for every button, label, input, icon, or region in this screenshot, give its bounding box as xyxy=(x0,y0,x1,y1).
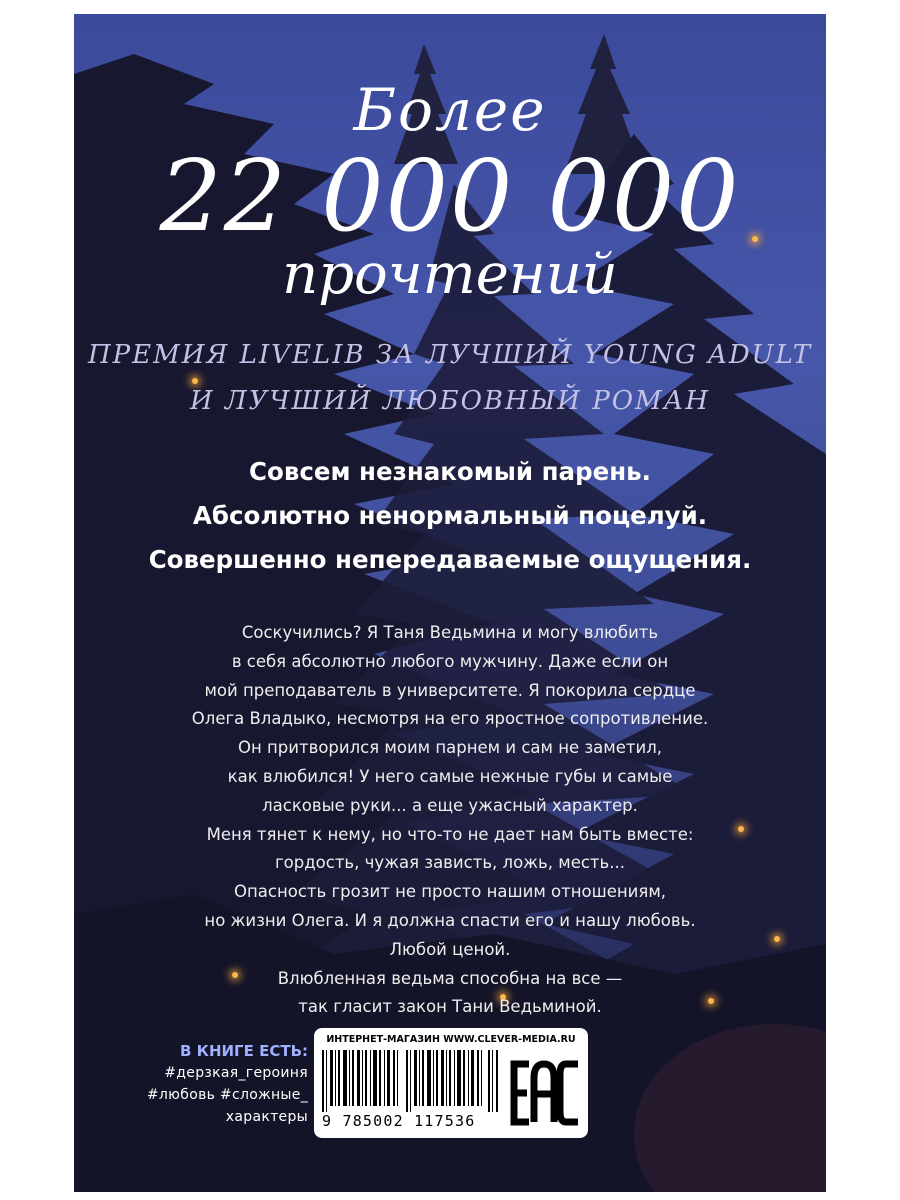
eac-certification-icon xyxy=(510,1058,582,1128)
blurb-line: как влюбился! У него самые нежные губы и самые xyxy=(227,766,673,786)
blurb-line: в себя абсолютно любого мужчину. Даже если он xyxy=(231,651,669,671)
tagline-line: Совсем незнакомый парень. xyxy=(249,457,651,486)
blurb-line: но жизни Олега. И я должна спасти его и нашу любовь. xyxy=(204,910,696,930)
hashtag-line: #дерзкая_героиня xyxy=(164,1065,308,1081)
blurb-line: так гласит закон Тани Ведьминой. xyxy=(298,997,602,1017)
hashtag-line: характеры xyxy=(225,1109,308,1125)
book-blurb xyxy=(74,619,826,1022)
in-book-tags xyxy=(96,1040,308,1128)
shop-label: ИНТЕРНЕТ-МАГАЗИН WWW.CLEVER-MEDIA.RU xyxy=(326,1034,576,1045)
tagline-line: Абсолютно ненормальный поцелуй. xyxy=(192,501,708,530)
blurb-line: ласковые руки... а еще ужасный характер. xyxy=(262,795,638,815)
blurb-line: мой преподаватель в университете. Я покорила сердце xyxy=(204,680,696,700)
blurb-line: гордость, чужая зависть, ложь, месть... xyxy=(275,853,625,873)
blurb-line: Опасность грозит не просто нашим отношениям, xyxy=(233,882,667,902)
hashtag-line: #любовь #сложные_ xyxy=(146,1087,308,1103)
headline-prefix: Более xyxy=(353,76,547,144)
blurb-line: Любой ценой. xyxy=(389,939,511,959)
blurb-line: Меня тянет к нему, но что-то не дает нам быть вместе: xyxy=(206,824,694,844)
tagline xyxy=(74,450,826,582)
tagline-line: Совершенно непередаваемые ощущения. xyxy=(148,545,752,574)
blurb-line: Влюбленная ведьма способна на все — xyxy=(277,968,623,988)
barcode-panel xyxy=(314,1028,588,1138)
blurb-line: Он притворился моим парнем и сам не заметил, xyxy=(237,738,663,758)
in-book-header: В КНИГЕ ЕСТЬ: xyxy=(180,1042,308,1060)
isbn-number: 9 785002 117536 xyxy=(322,1112,476,1130)
award-line: И ЛУЧШИЙ ЛЮБОВНЫЙ РОМАН xyxy=(189,386,711,416)
barcode-icon xyxy=(322,1050,502,1112)
blurb-line: Соскучились? Я Таня Ведьмина и могу влюбить xyxy=(241,623,659,642)
headline-number: 22 000 000 xyxy=(159,140,741,254)
award-line: ПРЕМИЯ LIVELIB ЗА ЛУЧШИЙ YOUNG ADULT xyxy=(87,340,813,370)
blurb-line: Олега Владыко, несмотря на его яростное сопротивление. xyxy=(191,709,709,729)
headline-suffix: прочтений xyxy=(282,242,618,307)
award-text xyxy=(74,332,826,424)
book-back-cover xyxy=(74,14,826,1192)
